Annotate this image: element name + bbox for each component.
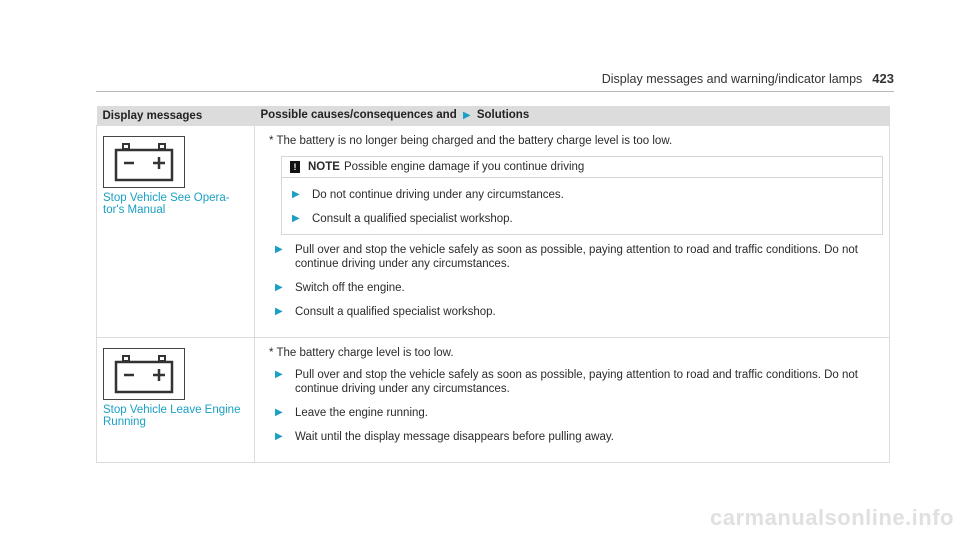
note-keyword: NOTE (308, 161, 340, 173)
note-steps (282, 178, 882, 234)
cause-text: * The battery is no longer being charged and the battery charge level is too low. (269, 135, 673, 147)
list-item (275, 368, 883, 396)
list-item (275, 243, 883, 271)
message-cell (97, 338, 255, 463)
arrow-right-icon: ▶ (275, 407, 283, 418)
causes-cell (255, 338, 890, 463)
step-text: Switch off the engine. (295, 282, 405, 294)
step-text: Consult a qualified specialist workshop. (295, 306, 496, 318)
step-text: Pull over and stop the vehicle safely as soon as possible, paying attention to road and traffic conditions. Do not continue driving under any circumstances. (295, 369, 858, 395)
display-messages-table (96, 106, 890, 463)
arrow-right-icon: ▶ (275, 244, 283, 255)
battery-icon (103, 348, 185, 400)
page-number: 423 (872, 71, 894, 86)
arrow-right-icon: ▶ (292, 189, 300, 200)
message-text: Stop Vehicle See Opera- tor's Manual (103, 192, 230, 216)
display-message-label (103, 192, 248, 216)
step-text: Leave the engine running. (295, 407, 428, 419)
table-row (97, 338, 890, 463)
header-title: Display messages and warning/indicator lamps (601, 72, 863, 86)
list-item (275, 305, 883, 319)
causes-cell (255, 126, 890, 338)
step-text: Do not continue driving under any circumstances. (312, 189, 564, 201)
note-box (281, 156, 883, 235)
note-title: Possible engine damage if you continue driving (343, 161, 585, 173)
table-header-row (97, 106, 890, 126)
column-header-display-messages: Display messages (97, 106, 255, 126)
arrow-right-icon: ▶ (275, 369, 283, 380)
page-header (602, 71, 894, 86)
arrow-right-icon: ▶ (275, 306, 283, 317)
step-text: Consult a qualified specialist workshop. (312, 213, 513, 225)
step-text: Wait until the display message disappears before pulling away. (295, 431, 614, 443)
solution-steps (275, 243, 883, 319)
list-item (275, 406, 883, 420)
battery-icon (103, 136, 185, 188)
list-item (275, 430, 883, 444)
column-header-causes: Possible causes/consequences and (260, 109, 457, 121)
step-text: Pull over and stop the vehicle safely as soon as possible, paying attention to road and traffic conditions. Do not continue driving under any circumstances. (295, 244, 858, 270)
list-item (275, 281, 883, 295)
watermark-text: carmanualsonline.info (710, 505, 954, 530)
display-message-label (103, 404, 248, 428)
cause-text: * The battery charge level is too low. (269, 347, 454, 359)
solution-steps (275, 368, 883, 444)
arrow-right-icon: ▶ (275, 282, 283, 293)
exclamation-icon: ! (290, 161, 300, 173)
note-header (282, 157, 882, 178)
table-row (97, 126, 890, 338)
list-item (292, 212, 874, 226)
message-text: Stop Vehicle Leave Engine Running (103, 404, 241, 428)
column-header-solutions: Solutions (476, 109, 530, 121)
header-divider (96, 91, 894, 92)
arrow-right-icon: ▶ (462, 110, 471, 121)
arrow-right-icon: ▶ (275, 431, 283, 442)
message-cell (97, 126, 255, 338)
column-header-causes-solutions (255, 106, 890, 126)
arrow-right-icon: ▶ (292, 213, 300, 224)
list-item (292, 188, 874, 202)
